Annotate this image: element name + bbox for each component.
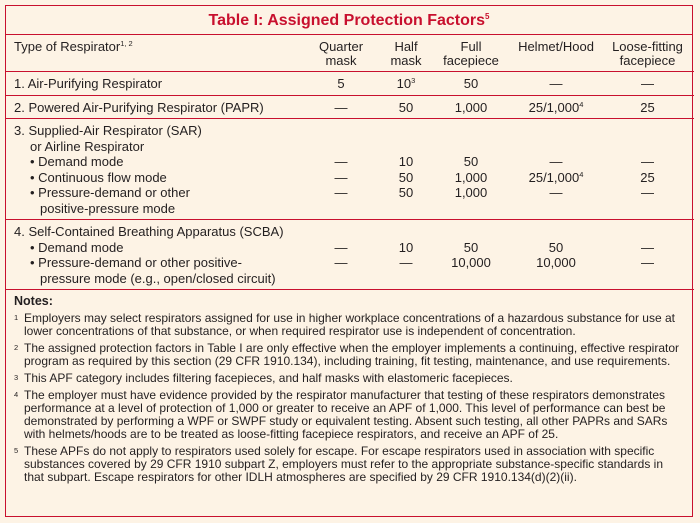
cell-quarter: 5 <box>301 72 381 96</box>
table-row-apr <box>6 72 694 96</box>
notes-section <box>6 290 692 484</box>
cell-quarter: — <box>301 95 381 119</box>
header-quarter-mask: Quarter mask <box>301 35 381 72</box>
row-label: 1. Air-Purifying Respirator <box>6 72 301 96</box>
table-row-scba <box>6 220 694 290</box>
header-type: Type of Respirator$^{1, 2}$ <box>6 35 301 72</box>
cell-loose: — 25 — <box>601 119 694 220</box>
cell-loose: — <box>601 72 694 96</box>
header-half-mask: Half mask <box>381 35 431 72</box>
cell-full: 50 1,000 1,000 <box>431 119 511 220</box>
row-label: 2. Powered Air-Purifying Respirator (PAPR) <box>6 95 301 119</box>
header-loose-fitting: Loose-fitting facepiece <box>601 35 694 72</box>
scba-pressure-label: • Pressure-demand or other positive- <box>30 255 242 270</box>
cell-helmet: 50 10,000 <box>511 220 601 290</box>
sar-continuous-label: • Continuous flow mode <box>30 169 167 185</box>
header-full-facepiece: Full facepiece <box>431 35 511 72</box>
row-label-scba: 4. Self-Contained Breathing Apparatus (SCBA) • Demand mode • Pressure-demand or other positive- pressure mode (e.g., open/closed circuit) <box>6 220 301 290</box>
cell-half: $10^3$ <box>381 72 431 96</box>
cell-half: 10 — <box>381 220 431 290</box>
note-item: 4 The employer must have evidence provided by the respirator manufacturer that testing of these respirators demonstrates performance at a level of protection of 1,000 or greater to receive an APF of 1,000. This level of performance can best be demonstrated by performing a WPF or SWPF study or equivalent testing. Absent such testing, all other PAPRs and SARs with helmets/hoods are to be treated as loose-fitting facepiece respirators, and receive an APF of 25. <box>14 388 668 441</box>
row-label-sar: 3. Supplied-Air Respirator (SAR) or Airline Respirator • Demand mode • Continuous flow mode • Pressure-demand or other positive-pressure mode <box>6 119 301 220</box>
cell-full: 50 10,000 <box>431 220 511 290</box>
table-title-text: Table I: Assigned Protection Factors <box>208 12 486 29</box>
note-item: 5 These APFs do not apply to respirators used solely for escape. For escape respirators used in association with specific substances covered by 29 CFR 1910 subpart Z, employers must refer to the appropriate substance-specific standards in that subpart. Escape respirators for other IDLH atmospheres are specified by 29 CFR 1910.134(d)(2)(ii). <box>14 444 663 484</box>
title-footnote-ref: 5 <box>485 12 490 21</box>
header-helmet-hood: Helmet/Hood <box>511 35 601 72</box>
notes-title: Notes: <box>14 294 53 308</box>
table-title <box>6 6 692 35</box>
cell-half: 50 <box>381 95 431 119</box>
table-header-row <box>6 35 694 72</box>
apf-table <box>6 35 694 290</box>
cell-helmet: — <box>511 72 601 96</box>
cell-helmet: — 25/1,000$^4$ — <box>511 119 601 220</box>
note-item: 2 The assigned protection factors in Table I are only effective when the employer implements a continuing, effective respirator program as required by this section (29 CFR 1910.134), including training, fit testing, maintenance, and use requirements. <box>14 341 680 368</box>
cell-helmet: 25/1,000$^4$ <box>511 95 601 119</box>
scba-demand-label: • Demand mode <box>30 239 124 255</box>
table-row-sar <box>6 119 694 220</box>
apf-table-frame <box>5 5 693 517</box>
table-row-papr <box>6 95 694 119</box>
sar-pressure-label: • Pressure-demand or other <box>30 185 190 200</box>
note-item: 1 Employers may select respirators assigned for use in higher workplace concentrations of a hazardous substance for use at lower concentrations of that substance, or when required respirator use is independent of concentration. <box>14 311 675 338</box>
cell-half: 10 50 50 <box>381 119 431 220</box>
cell-quarter: — — <box>301 220 381 290</box>
cell-full: 50 <box>431 72 511 96</box>
note-item: 3 This APF category includes filtering facepieces, and half masks with elastomeric facepieces. <box>14 371 513 385</box>
cell-full: 1,000 <box>431 95 511 119</box>
sar-demand-label: • Demand mode <box>30 154 124 169</box>
cell-loose: 25 <box>601 95 694 119</box>
cell-loose: — — <box>601 220 694 290</box>
cell-quarter: — — — <box>301 119 381 220</box>
